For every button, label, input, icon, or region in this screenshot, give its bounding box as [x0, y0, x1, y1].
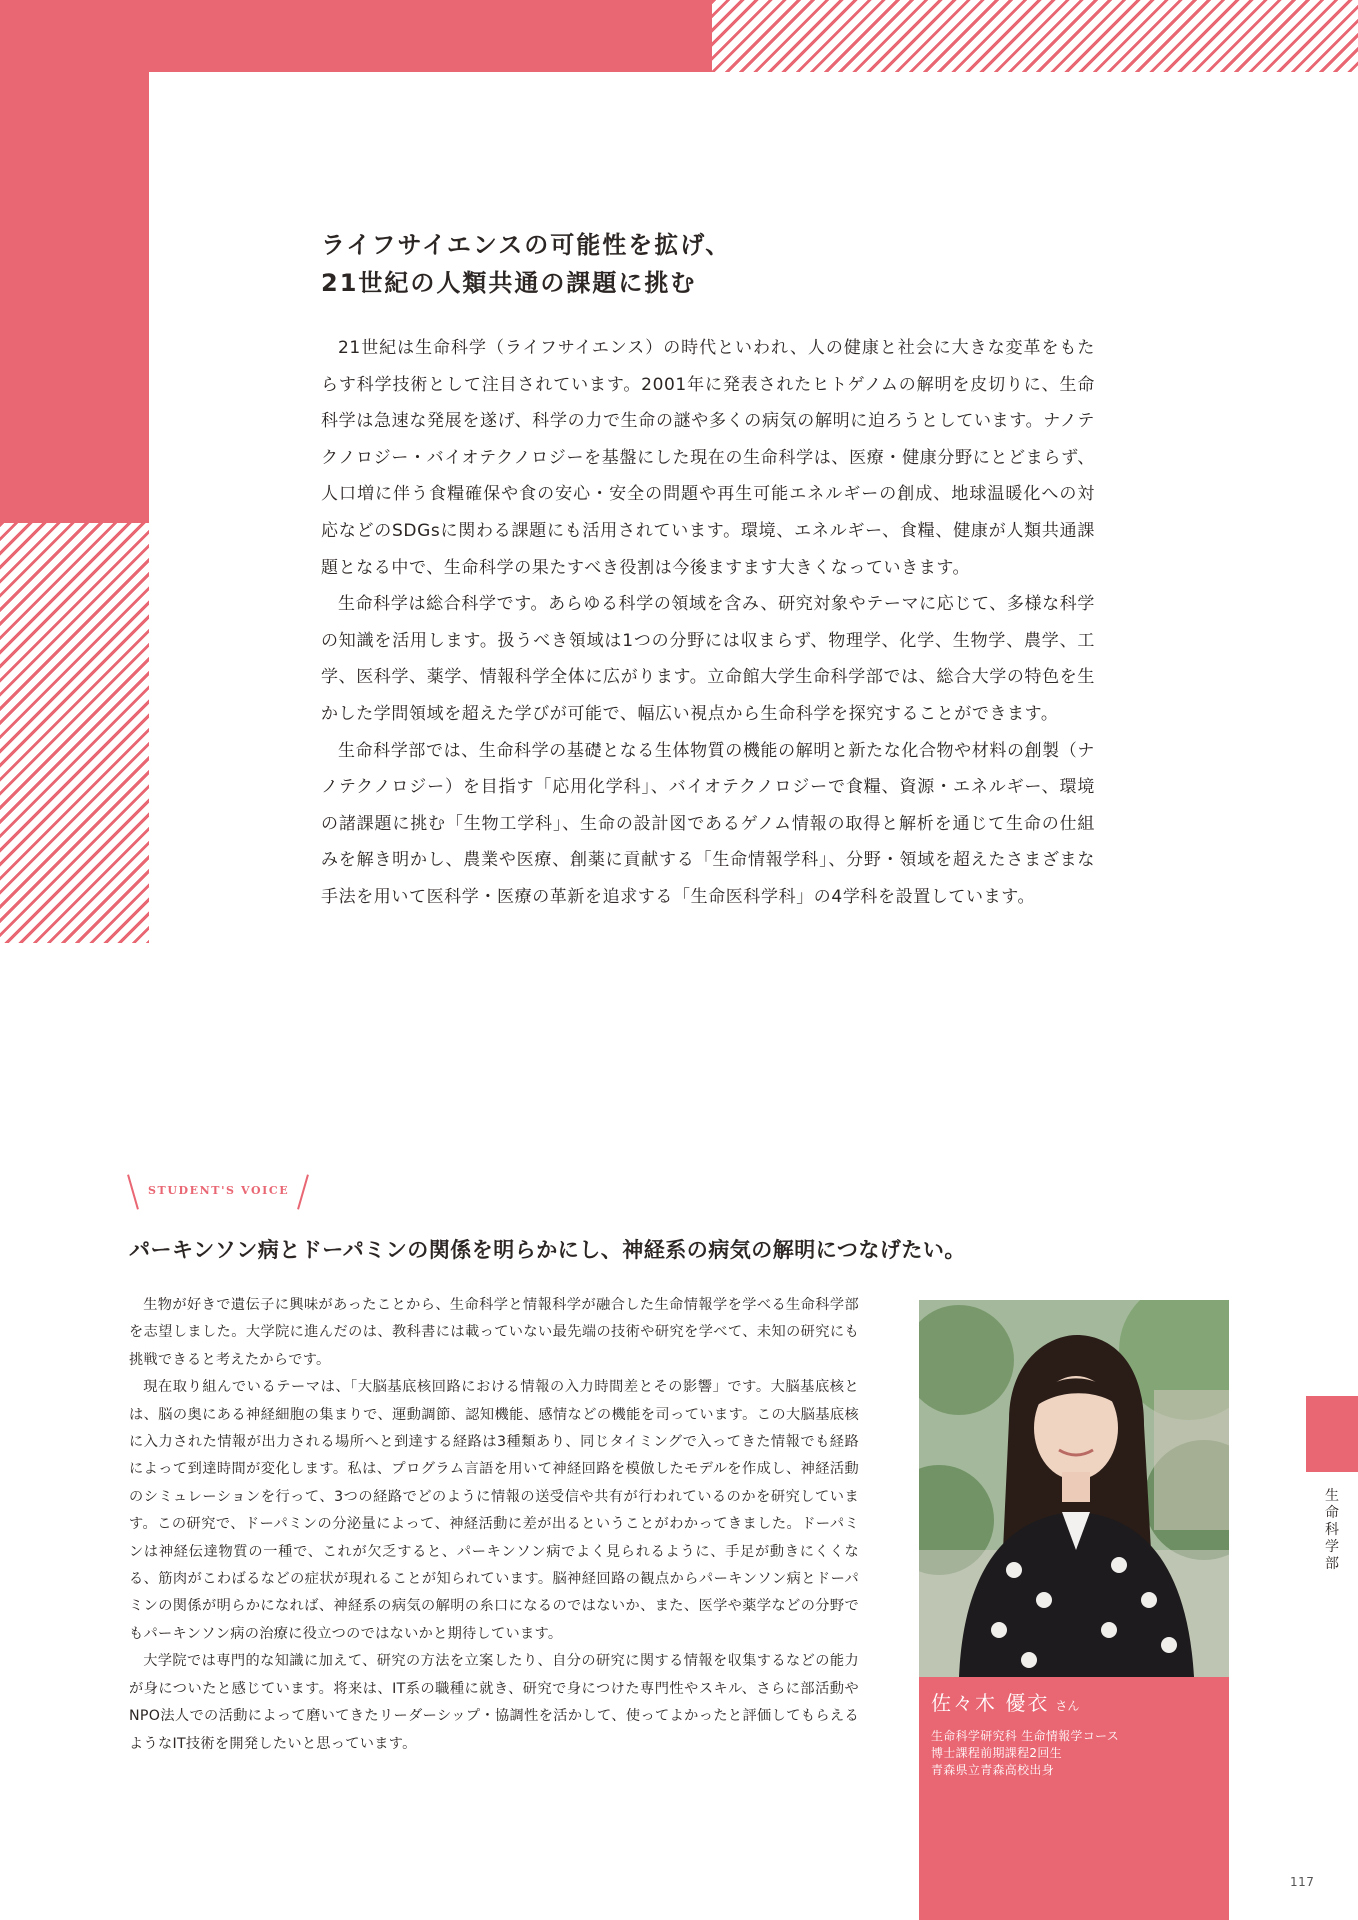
profile-school: 青森県立青森高校出身 — [931, 1763, 1055, 1777]
tab-char: 命 — [1325, 1505, 1339, 1521]
voice-paragraph: 大学院では専門的な知識に加えて、研究の方法を立案したり、自分の研究に関する情報を収集するなどの能力が身についたと感じています。将来は、IT系の職種に就き、研究で身につけた専門性やスキル、さらに部活動やNPO法人での活動によって磨いてきたリーダーシップ・協調性を活かして、使ってよかったと評価してもらえるようなIT技術を開発したいと思っています。 — [129, 1653, 859, 1752]
intro-paragraph: 生命科学は総合科学です。あらゆる科学の領域を含み、研究対象やテーマに応じて、多様な科学の知識を活用します。扱うべき領域は1つの分野には収まらず、物理学、化学、生物学、農学、工学、医科学、薬学、情報科学全体に広がります。立命館大学生命科学部では、総合大学の特色を生かした学問領域を超えた学びが可能で、幅広い視点から生命科学を探究することができます。 — [321, 594, 1095, 724]
intro-paragraph: 生命科学部では、生命科学の基礎となる生体物質の機能の解明と新たな化合物や材料の創製（ナノテクノロジー）を目指す「応用化学科」、バイオテクノロジーで食糧、資源・エネルギー、環境の諸課題に挑む「生物工学科」、生命の設計図であるゲノム情報の取得と解析を通じて生命の仕組みを解き明かし、農業や医療、創薬に貢献する「生命情報学科」、分野・領域を超えたさまざまな手法を用いて医科学・医療の革新を追求する「生命医科学科」の4学科を設置しています。 — [321, 740, 1095, 907]
page-title — [321, 226, 1141, 302]
tab-char: 科 — [1325, 1522, 1339, 1538]
left-hatch-pattern — [0, 523, 149, 943]
student-portrait-illustration — [919, 1300, 1229, 1677]
page-title-line-1: ライフサイエンスの可能性を拡げ、 — [321, 231, 732, 259]
tab-char: 学 — [1325, 1539, 1339, 1555]
intro-paragraph: 21世紀は生命科学（ライフサイエンス）の時代といわれ、人の健康と社会に大きな変革をもたらす科学技術として注目されています。2001年に発表されたヒトゲノムの解明を皮切りに、生命科学は急速な発展を遂げ、科学の力で生命の謎や多くの病気の解明に迫ろうとしています。ナノテクノロジー・バイオテクノロジーを基盤にした現在の生命科学は、医療・健康分野にとどまらず、人口増に伴う食糧確保や食の安心・安全の問題や再生可能エネルギーの創成、地球温暖化への対応などのSDGsに関わる課題にも活用されています。環境、エネルギー、食糧、健康が人類共通課題となる中で、生命科学の果たすべき役割は今後ますます大きくなっていきます。 — [321, 338, 1095, 578]
section-tab — [1306, 1396, 1358, 1472]
top-right-hatch-pattern — [712, 0, 1358, 72]
student-profile — [919, 1677, 1229, 1920]
label-slash-right — [297, 1174, 309, 1209]
label-slash-left — [127, 1174, 139, 1209]
profile-affiliation: 生命科学研究科 生命情報学コース — [931, 1729, 1120, 1743]
student-name: 佐々木 優衣 — [931, 1691, 1050, 1715]
student-voice-body — [129, 1292, 859, 1758]
voice-paragraph: 現在取り組んでいるテーマは、「大脳基底核回路における情報の入力時間差とその影響」です。大脳基底核とは、脳の奥にある神経細胞の集まりで、運動調節、認知機能、感情などの機能を司っています。この大脳基底核に入力された情報が出力される場所へと到達する経路は3種類あり、同じタイミングで入ってきた情報でも経路によって到達時間が変化します。私は、プログラム言語を用いて神経回路を模倣したモデルを作成し、神経活動のシミュレーションを行って、3つの経路でどのように情報の送受信や共有が行われているのかを研究しています。この研究で、ドーパミンの分泌量によって、神経活動に差が出るということがわかってきました。ドーパミンは神経伝達物質の一種で、これが欠乏すると、パーキンソン病でよく見られるように、手足が動きにくくなる、筋肉がこわばるなどの症状が現れることが知られています。脳神経回路の観点からパーキンソン病とドーパミンの関係が明らかになれば、神経系の病気の解明の糸口になるのではないか、また、医学や薬学などの分野でもパーキンソン病の治療に役立つのではないかと期待しています。 — [129, 1379, 859, 1642]
intro-body — [321, 330, 1095, 916]
profile-year: 博士課程前期課程2回生 — [931, 1746, 1062, 1760]
tab-char: 生 — [1325, 1488, 1339, 1504]
page-title-line-2: 21世紀の人類共通の課題に挑む — [321, 269, 697, 297]
voice-paragraph: 生物が好きで遺伝子に興味があったことから、生命科学と情報科学が融合した生命情報学を学べる生命科学部を志望しました。大学院に進んだのは、教科書には載っていない最先端の技術や研究を学べて、未知の研究にも挑戦できると考えたからです。 — [129, 1297, 859, 1368]
student-voice-headline: パーキンソン病とドーパミンの関係を明らかにし、神経系の病気の解明につなげたい。 — [129, 1238, 966, 1262]
student-name-line — [931, 1687, 1079, 1716]
student-honorific: さん — [1055, 1699, 1080, 1713]
page-number: 117 — [1290, 1875, 1315, 1889]
tab-char: 部 — [1325, 1556, 1339, 1572]
section-tab-label — [1306, 1488, 1358, 1573]
student-photo — [919, 1300, 1229, 1677]
students-voice-label-text: STUDENT'S VOICE — [148, 1184, 290, 1197]
students-voice-label — [126, 1172, 312, 1212]
